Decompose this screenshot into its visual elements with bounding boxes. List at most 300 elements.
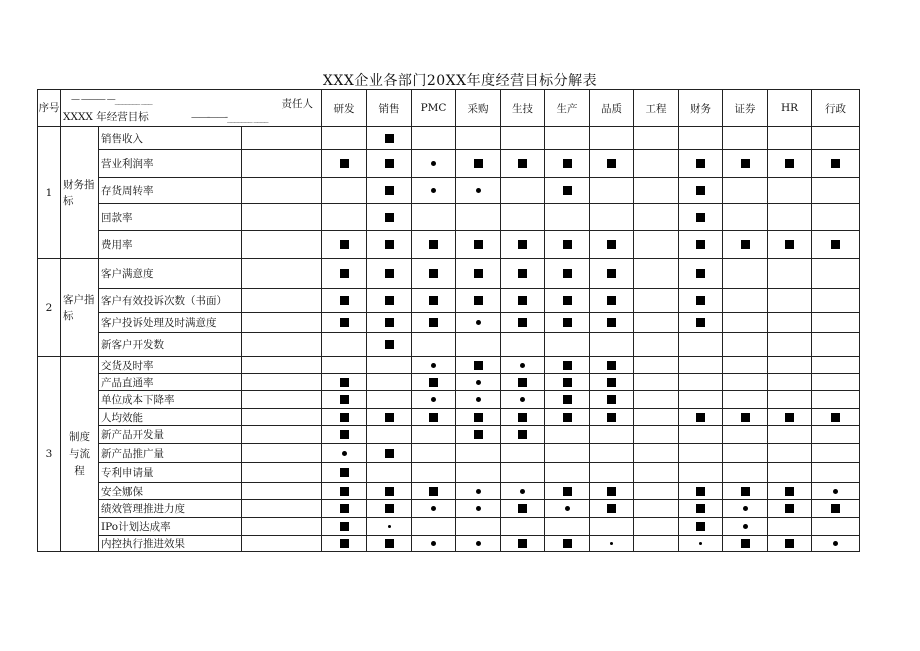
assignment-cell [723,374,768,391]
assignment-cell [812,500,860,518]
assignment-cell [412,536,456,552]
assignment-cell [501,259,545,289]
assignment-cell [590,391,634,409]
assignment-cell [456,374,501,391]
assignment-cell [723,259,768,289]
assignment-cell [634,231,679,259]
square-mark-icon [340,539,349,548]
dot-mark-icon [743,524,748,529]
assignment-cell [723,289,768,313]
assignment-cell [412,357,456,374]
assignment-cell [590,333,634,357]
assignment-cell [634,409,679,426]
assignment-cell [723,333,768,357]
square-mark-icon [696,487,705,496]
responsible-cell [242,259,322,289]
assignment-cell [367,444,412,463]
assignment-cell [768,536,812,552]
assignment-cell [456,127,501,150]
assignment-cell [723,518,768,536]
page-title: XXX企业各部门20XX年度经营目标分解表 [322,73,598,89]
square-mark-icon [474,296,483,305]
assignment-cell [367,483,412,500]
responsible-cell [242,374,322,391]
assignment-cell [501,204,545,231]
responsible-cell [242,518,322,536]
square-mark-icon [607,269,616,278]
square-mark-icon [741,159,750,168]
assignment-cell [501,289,545,313]
assignment-cell [768,313,812,333]
square-mark-icon [385,340,394,349]
assignment-cell [634,357,679,374]
square-mark-icon [340,318,349,327]
dot-mark-icon [431,506,436,511]
assignment-cell [322,444,367,463]
square-mark-icon [474,413,483,422]
assignment-cell [545,518,590,536]
assignment-cell [679,127,723,150]
square-mark-icon [741,539,750,548]
assignment-cell [322,150,367,178]
square-mark-icon [607,240,616,249]
responsible-cell [242,204,322,231]
assignment-cell [679,444,723,463]
decorative-dashes: ——-——-_______ ____ [191,113,268,123]
assignment-cell [412,150,456,178]
dot-mark-icon [476,320,481,325]
square-mark-icon [607,378,616,387]
square-mark-icon [563,487,572,496]
responsible-cell [242,289,322,313]
assignment-cell [322,536,367,552]
square-mark-icon [607,395,616,404]
assignment-cell [412,204,456,231]
assignment-cell [634,518,679,536]
responsible-cell [242,150,322,178]
assignment-cell [768,444,812,463]
square-mark-icon [518,378,527,387]
assignment-cell [590,204,634,231]
assignment-cell [679,259,723,289]
square-mark-icon [831,504,840,513]
dot-mark-icon [520,363,525,368]
responsible-cell [242,500,322,518]
assignment-cell [545,313,590,333]
assignment-cell [812,357,860,374]
assignment-cell [545,409,590,426]
assignment-cell [768,463,812,483]
assignment-cell [812,178,860,204]
dot-mark-icon [476,541,481,546]
table-row [38,333,860,357]
assignment-cell [634,313,679,333]
assignment-cell [367,536,412,552]
dept-header: HR [768,90,812,127]
square-mark-icon [607,504,616,513]
assignment-cell [679,536,723,552]
assignment-cell [367,333,412,357]
table-row [38,127,860,150]
square-mark-icon [607,361,616,370]
assignment-cell [412,500,456,518]
section-category: 制度与流程 [61,357,99,552]
assignment-cell [723,178,768,204]
square-mark-icon [474,159,483,168]
assignment-cell [367,150,412,178]
assignment-cell [412,289,456,313]
square-mark-icon [563,296,572,305]
square-mark-icon [741,240,750,249]
assignment-cell [723,500,768,518]
square-mark-icon [785,487,794,496]
dot-mark-icon [431,161,436,166]
assignment-cell [545,231,590,259]
square-mark-icon [696,504,705,513]
assignment-cell [456,409,501,426]
assignment-cell [412,231,456,259]
assignment-cell [501,536,545,552]
assignment-cell [634,426,679,444]
responsible-cell [242,357,322,374]
assignment-cell [412,444,456,463]
square-mark-icon [340,487,349,496]
assignment-cell [723,127,768,150]
target-item: 安全娜保 [99,483,242,500]
assignment-cell [590,500,634,518]
square-mark-icon [696,296,705,305]
target-item: 营业利润率 [99,150,242,178]
assignment-cell [412,463,456,483]
table-row [38,483,860,500]
square-mark-icon [385,504,394,513]
assignment-cell [812,444,860,463]
target-item: 新客户开发数 [99,333,242,357]
assignment-cell [501,500,545,518]
assignment-cell [501,357,545,374]
assignment-cell [501,127,545,150]
assignment-cell [768,231,812,259]
square-mark-icon [340,378,349,387]
assignment-cell [634,204,679,231]
assignment-cell [634,259,679,289]
assignment-cell [679,204,723,231]
square-mark-icon [831,159,840,168]
assignment-cell [412,391,456,409]
square-mark-icon [696,318,705,327]
assignment-cell [679,357,723,374]
square-mark-icon [696,240,705,249]
assignment-cell [812,150,860,178]
assignment-cell [322,500,367,518]
target-item: 销售收入 [99,127,242,150]
assignment-cell [545,500,590,518]
square-mark-icon [696,186,705,195]
dot-mark-icon [431,363,436,368]
assignment-cell [590,518,634,536]
square-mark-icon [607,318,616,327]
square-mark-icon [518,240,527,249]
square-mark-icon [518,504,527,513]
table-row [38,463,860,483]
target-item: 交货及时率 [99,357,242,374]
table-body [38,127,860,552]
assignment-cell [679,231,723,259]
assignment-cell [679,313,723,333]
square-mark-icon [831,240,840,249]
dept-header: 研发 [322,90,367,127]
target-item: 产品直通率 [99,374,242,391]
target-item: 新产品开发量 [99,426,242,444]
assignment-cell [634,463,679,483]
assignment-cell [679,178,723,204]
assignment-cell [322,204,367,231]
square-mark-icon [385,269,394,278]
assignment-cell [367,259,412,289]
square-mark-icon [518,413,527,422]
assignment-cell [456,231,501,259]
assignment-cell [812,313,860,333]
square-mark-icon [563,159,572,168]
target-item: 单位成本下降率 [99,391,242,409]
assignment-cell [545,483,590,500]
dot-mark-icon [833,541,838,546]
header-responsible: 责任人 [281,98,314,110]
assignment-cell [456,289,501,313]
square-mark-icon [696,522,705,531]
assignment-cell [545,536,590,552]
assignment-cell [679,426,723,444]
assignment-cell [456,357,501,374]
assignment-cell [501,483,545,500]
assignment-cell [634,289,679,313]
assignment-cell [501,178,545,204]
responsible-cell [242,178,322,204]
table-row [38,259,860,289]
square-mark-icon [518,296,527,305]
square-mark-icon [385,240,394,249]
assignment-cell [634,374,679,391]
square-mark-icon [429,378,438,387]
square-mark-icon [518,539,527,548]
assignment-cell [322,333,367,357]
table-row [38,357,860,374]
assignment-cell [456,536,501,552]
square-mark-icon [518,159,527,168]
responsible-cell [242,333,322,357]
assignment-cell [322,518,367,536]
assignment-cell [679,463,723,483]
square-mark-icon [385,318,394,327]
header-seq: 序号 [38,90,61,127]
assignment-cell [812,518,860,536]
assignment-cell [768,357,812,374]
assignment-cell [322,178,367,204]
assignment-cell [812,463,860,483]
table-row [38,536,860,552]
assignment-cell [812,426,860,444]
target-item: 绩效管理推进力度 [99,500,242,518]
dept-header: 行政 [812,90,860,127]
assignment-cell [812,483,860,500]
assignment-cell [367,409,412,426]
assignment-cell [412,333,456,357]
assignment-cell [590,374,634,391]
assignment-cell [322,127,367,150]
assignment-cell [367,127,412,150]
assignment-cell [367,204,412,231]
assignment-cell [723,204,768,231]
assignment-cell [768,426,812,444]
assignment-cell [456,333,501,357]
responsible-cell [242,444,322,463]
table-row [38,289,860,313]
dot-mark-icon [431,188,436,193]
table-row [38,444,860,463]
assignment-cell [590,357,634,374]
table-row [38,204,860,231]
square-mark-icon [340,430,349,439]
assignment-cell [367,357,412,374]
target-item: 费用率 [99,231,242,259]
assignment-cell [812,231,860,259]
assignment-cell [322,463,367,483]
responsible-cell [242,426,322,444]
square-mark-icon [563,378,572,387]
square-mark-icon [474,430,483,439]
square-mark-icon [607,296,616,305]
assignment-cell [322,426,367,444]
assignment-cell [412,409,456,426]
square-mark-icon [340,395,349,404]
square-mark-icon [385,186,394,195]
dept-header: 采购 [456,90,501,127]
square-mark-icon [607,159,616,168]
assignment-cell [367,518,412,536]
assignment-cell [679,500,723,518]
square-mark-icon [340,522,349,531]
assignment-cell [412,259,456,289]
square-mark-icon [785,159,794,168]
assignment-cell [768,518,812,536]
dot-mark-icon [342,451,347,456]
square-mark-icon [429,318,438,327]
assignment-cell [634,333,679,357]
assignment-cell [812,391,860,409]
square-mark-icon [429,487,438,496]
assignment-cell [367,178,412,204]
square-mark-icon [563,413,572,422]
assignment-cell [367,391,412,409]
assignment-cell [768,150,812,178]
square-mark-icon [474,269,483,278]
square-mark-icon [785,539,794,548]
square-mark-icon [785,240,794,249]
assignment-cell [768,500,812,518]
assignment-cell [456,444,501,463]
dept-header: 销售 [367,90,412,127]
assignment-cell [590,444,634,463]
square-mark-icon [563,186,572,195]
square-mark-icon [385,159,394,168]
assignment-cell [768,289,812,313]
assignment-cell [412,483,456,500]
assignment-cell [367,374,412,391]
table-row [38,391,860,409]
dot-mark-icon [743,506,748,511]
assignment-cell [723,463,768,483]
assignment-cell [501,150,545,178]
dot-mark-icon [476,380,481,385]
assignment-cell [768,374,812,391]
assignment-cell [723,426,768,444]
assignment-cell [367,463,412,483]
assignment-cell [545,259,590,289]
assignment-cell [590,231,634,259]
section-number: 1 [38,127,61,259]
square-mark-icon [785,413,794,422]
assignment-cell [545,391,590,409]
assignment-cell [545,150,590,178]
assignment-cell [723,444,768,463]
dept-header: 证券 [723,90,768,127]
assignment-cell [545,357,590,374]
assignment-cell [322,231,367,259]
square-mark-icon [607,487,616,496]
assignment-cell [723,313,768,333]
square-mark-icon [518,269,527,278]
assignment-cell [634,483,679,500]
square-mark-icon [385,134,394,143]
target-item: IPo计划达成率 [99,518,242,536]
assignment-cell [590,536,634,552]
dot-mark-icon [610,542,613,545]
assignment-cell [545,333,590,357]
dept-header: 生产 [545,90,590,127]
assignment-cell [545,444,590,463]
assignment-cell [412,127,456,150]
square-mark-icon [563,395,572,404]
assignment-cell [501,444,545,463]
square-mark-icon [385,213,394,222]
square-mark-icon [340,413,349,422]
assignment-cell [723,391,768,409]
assignment-cell [501,333,545,357]
target-item: 客户满意度 [99,259,242,289]
square-mark-icon [429,413,438,422]
square-mark-icon [385,296,394,305]
assignment-cell [501,231,545,259]
square-mark-icon [340,504,349,513]
square-mark-icon [429,269,438,278]
assignment-cell [634,150,679,178]
target-item: 客户投诉处理及时满意度 [99,313,242,333]
assignment-cell [322,289,367,313]
assignment-cell [634,536,679,552]
assignment-cell [322,409,367,426]
dot-mark-icon [520,489,525,494]
assignment-cell [501,391,545,409]
square-mark-icon [474,240,483,249]
section-number: 3 [38,357,61,552]
assignment-cell [812,333,860,357]
assignment-cell [679,150,723,178]
assignment-cell [322,259,367,289]
table-row [38,518,860,536]
assignment-cell [590,150,634,178]
assignment-cell [723,231,768,259]
assignment-cell [322,357,367,374]
